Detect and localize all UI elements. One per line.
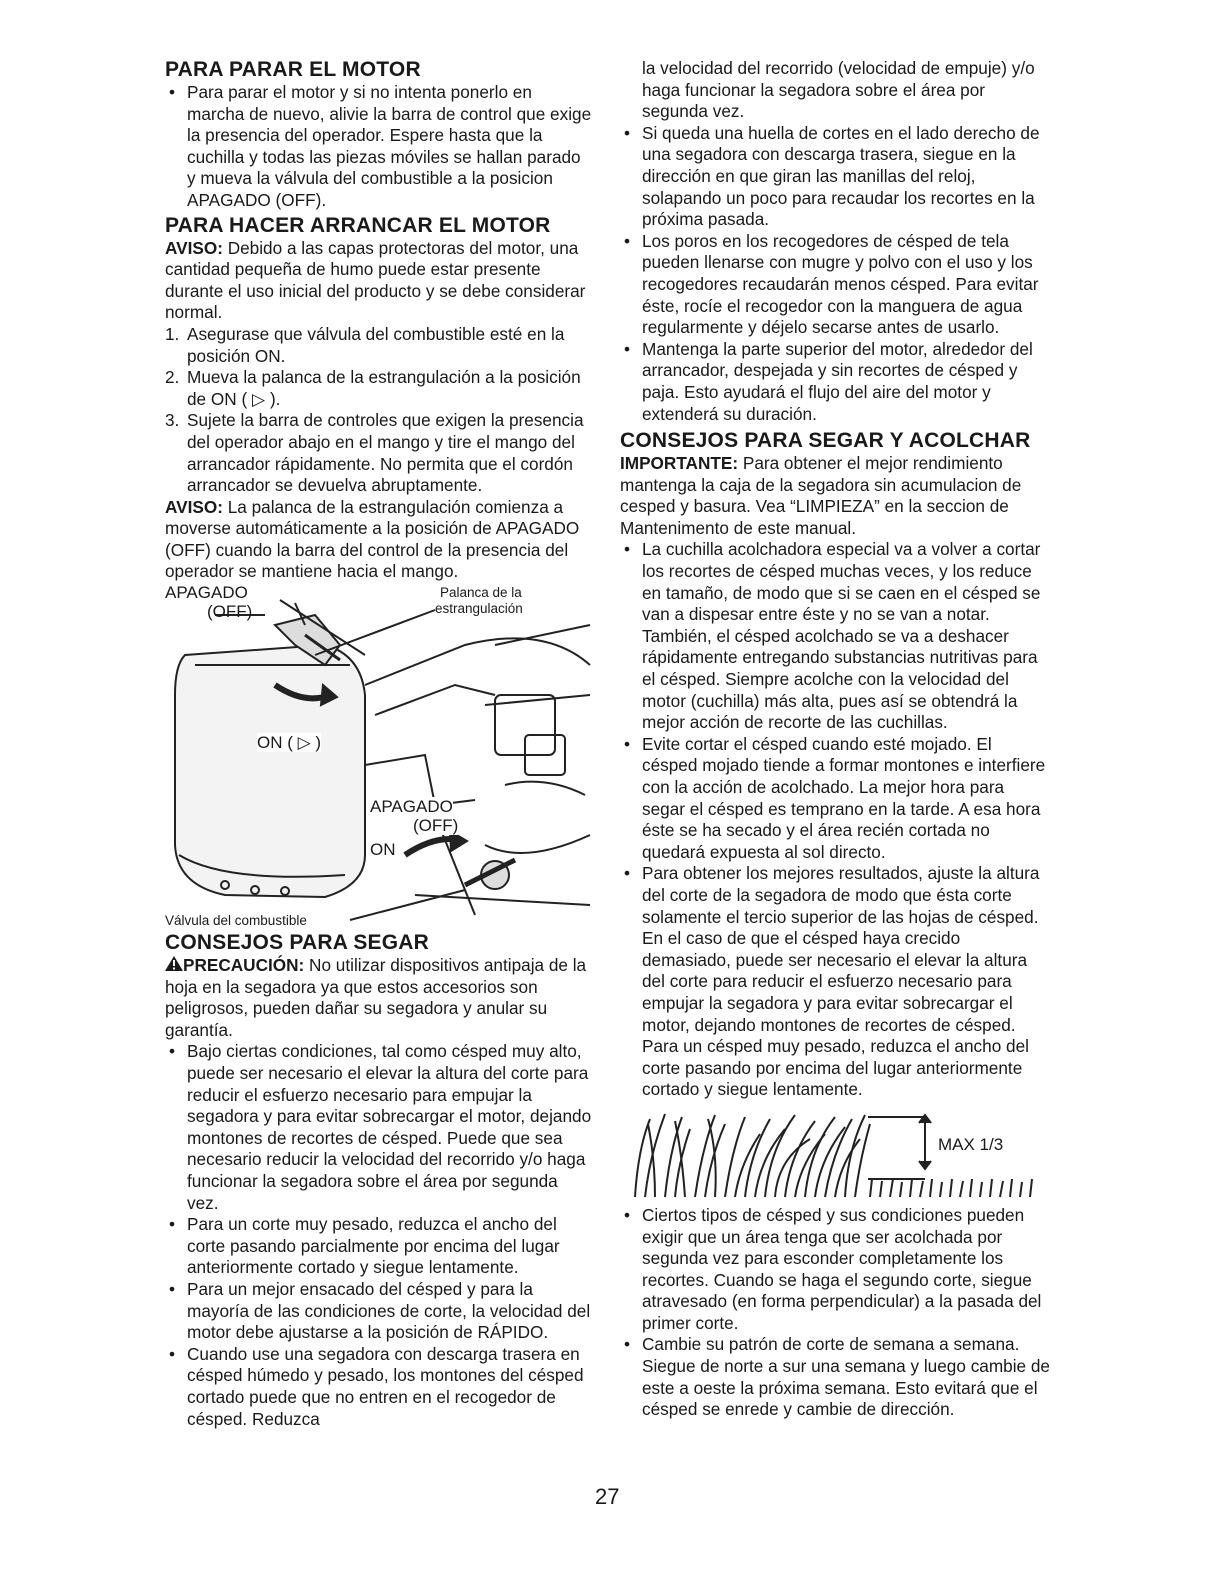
heading-start-engine: PARA HACER ARRANCAR EL MOTOR (165, 213, 551, 237)
aviso-note-2 (165, 497, 593, 583)
heading-mowing-tips: CONSEJOS PARA SEGAR (165, 931, 430, 955)
list-item: • Cambie su patrón de corte de semana a semana. Siegue de norte a sur una semana y luego cambie de este a oeste la próxima semana. Esto evitará que el césped se enrede y cambie de dirección. (620, 1334, 1050, 1420)
list-item: • Cuando use una segadora con descarga trasera en césped húmedo y pesado, los montones del césped cortado puede que no entren en el recogedor de césped. Reduzca (165, 1344, 593, 1430)
important-note (620, 453, 1050, 539)
list-item (165, 324, 593, 367)
step-text: Sujete la barra de controles que exigen la presencia del operador abajo en el mango y tire el mango del arrancador rápidamente. No permita que el cordón arrancador se devuelva abruptamente. (187, 410, 584, 496)
list-item: • Si queda una huella de cortes en el lado derecho de una segadora con descarga trasera, siegue en la dirección en que giran las manillas del reloj, solapando un poco para recaudar los recortes en la próxima pasada. (620, 123, 1050, 231)
step-number: 1. (165, 323, 180, 344)
grass-height-figure (620, 1109, 1050, 1199)
list-item: • Para un corte muy pesado, reduzca el ancho del corte pasando parcialmente por encima del lugar anteriormente cortado y siegue lentamente. (165, 1214, 593, 1279)
important-text: Para obtener el mejor rendimiento mantenga la caja de la segadora sin acumulacion de cesped y basura. Vea “LIMPIEZA” en la seccion de Mantenimento de este manual. (620, 453, 1022, 538)
on-label-mid: ON (370, 840, 396, 860)
start-steps (165, 324, 593, 497)
step-text: Asegurase que válvula del combustible esté en la posición ON. (187, 323, 565, 366)
mowing-tips-continued (620, 123, 1050, 425)
list-item: • Los poros en los recogedores de césped de tela pueden llenarse con mugre y polvo con el uso y los recogedores recaudarán menos césped. Para evitar éste, rocíe el recogedor con la manguera de agua regularmente y déjelo secarse antes de usarlo. (620, 231, 1050, 339)
list-item (165, 367, 593, 410)
aviso-text: Debido a las capas protectoras del motor, una cantidad pequeña de humo puede estar presente durante el uso inicial del producto y se debe considerar normal. (165, 237, 586, 323)
engine-illustration (165, 585, 595, 935)
caution-label: PRECAUCIÓN: (183, 955, 305, 976)
left-column (165, 58, 593, 1430)
important-label: IMPORTANTE: (620, 453, 739, 474)
list-item: • La cuchilla acolchadora especial va a volver a cortar los recortes de césped muchas veces, y los reduce en tamaño, de modo que si se caen en el césped se van a dispesar entre éste y no se van a notar. También, el césped acolchado se va a deshacer rápidamente entregando substancias nutritivas para el césped. Siempre acolche con la velocidad del motor (cuchilla) más alta, pues así se obtendrá la mejor acción de recorte de las cuchillas. (620, 539, 1050, 733)
choke-lever-label-2: estrangulación (435, 601, 523, 617)
heading-mulching-tips: CONSEJOS PARA SEGAR Y ACOLCHAR (620, 429, 1031, 453)
apagado-label-top: APAGADO (165, 583, 248, 603)
mulching-tips-list (620, 539, 1050, 1100)
list-item: • Para parar el motor y si no intenta ponerlo en marcha de nuevo, alivie la barra de control que exige la presencia del operador. Espere hasta que la cuchilla y todas las piezas móviles se hallan parado y mueva la válvula del combustible a la posicion APAGADO (OFF). (165, 82, 593, 212)
list-item: • Evite cortar el césped cuando esté mojado. El césped mojado tiende a formar montones e interfiere con la acción de acolchado. La mejor hora para segar el césped es temprano en la tarde. A esa hora éste se ha secado y el área recién cortada no quedará expuesta al sol directo. (620, 734, 1050, 864)
off-label-top: (OFF) (207, 602, 253, 622)
aviso-label: AVISO: (165, 496, 223, 517)
aviso-label: AVISO: (165, 237, 223, 258)
fuel-valve-label: Válvula del combustible (165, 913, 307, 929)
list-item: • Ciertos tipos de césped y sus condiciones pueden exigir que un área tenga que ser acolchada por segunda vez para esconder completamente los recortes. Cuando se haga el segundo corte, siegue atravesado (en forma perpendicular) a la pasada del primer corte. (620, 1205, 1050, 1335)
page-number: 27 (595, 1484, 620, 1509)
caution-note (165, 955, 593, 1041)
max-third-label: MAX 1/3 (938, 1134, 1004, 1154)
right-column (620, 58, 1050, 1421)
off-label-mid: (OFF) (413, 816, 459, 836)
choke-lever-label-1: Palanca de la (440, 585, 522, 601)
continued-text: la velocidad del recorrido (velocidad de empuje) y/o haga funcionar la segadora sobre el área por segunda vez. (642, 58, 1035, 122)
stop-engine-list (165, 82, 593, 212)
mulching-tips-list-2 (620, 1205, 1050, 1421)
on-choke-label: ON ( ▷ ) (257, 733, 322, 753)
step-number: 2. (165, 367, 180, 388)
step-text: Mueva la palanca de la estrangulación a la posición de ON ( ▷ ). (187, 367, 581, 409)
aviso-note-1 (165, 238, 593, 324)
apagado-label-mid: APAGADO (370, 797, 453, 817)
step-number: 3. (165, 410, 180, 431)
list-item: • Mantenga la parte superior del motor, alrededor del arrancador, despejada y sin recortes de césped y paja. Esto ayudará el flujo del aire del motor y extenderá su duración. (620, 339, 1050, 425)
list-item (165, 410, 593, 496)
list-item: • Para un mejor ensacado del césped y para la mayoría de las condiciones de corte, la velocidad del motor debe ajustarse a la posición de RÁPIDO. (165, 1279, 593, 1344)
warning-triangle-icon (165, 955, 183, 977)
mowing-tips-list (165, 1041, 593, 1430)
aviso-text: La palanca de la estrangulación comienza a moverse automáticamente a la posición de APAGADO (OFF) cuando la barra del control de la presencia del operador se mantiene hacia el mango. (165, 496, 580, 582)
caution-text: No utilizar dispositivos antipaja de la hoja en la segadora ya que estos accesorios son peligrosos, pueden dañar su segadora y anular su garantía. (165, 955, 587, 1040)
list-item: • Bajo ciertas condiciones, tal como césped muy alto, puede ser necesario el elevar la altura del corte para reducir el esfuerzo necesario para empujar la segadora y para evitar sobrecargar el motor, dejando montones de recortes de césped. Puede que sea necesario reducir la velocidad del recorrido y/o haga funcionar la segadora sobre el área por segunda vez. (165, 1041, 593, 1214)
list-item: • Para obtener los mejores resultados, ajuste la altura del corte de la segadora de modo que ésta corte solamente el tercio superior de las hojas de césped. En el caso de que el césped haya crecido demasiado, puede ser necesario el elevar la altura del corte para reducir el esfuerzo necesario para empujar la segadora y para evitar sobrecargar el motor, dejando montones de recortes de césped. Para un césped muy pesado, reduzca el ancho del corte pasando por encima del lugar anteriormente cortado y siegue lentamente. (620, 863, 1050, 1101)
heading-stop-engine: PARA PARAR EL MOTOR (165, 58, 421, 81)
engine-figure (165, 585, 595, 935)
grass-illustration (620, 1109, 1050, 1199)
